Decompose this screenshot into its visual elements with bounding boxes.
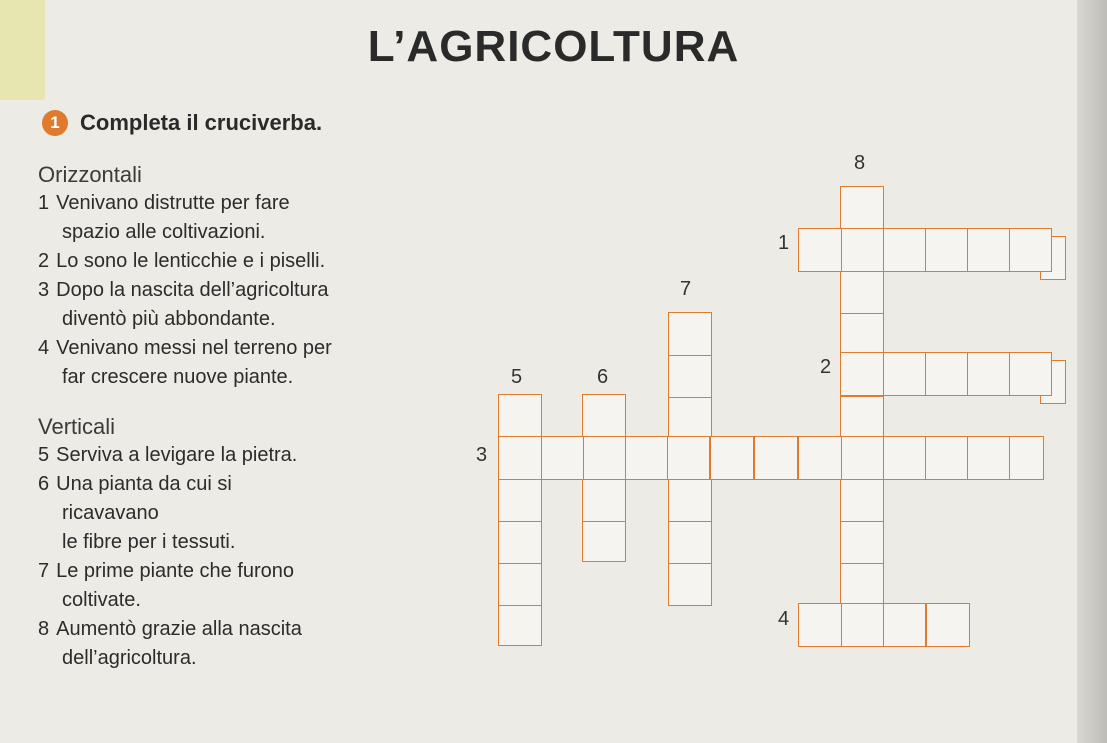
clue-number: 7 <box>38 560 50 582</box>
cell-across-3[interactable] <box>710 436 754 480</box>
grid-number-4: 4 <box>778 608 790 630</box>
exercise-number-badge: 1 <box>42 110 68 136</box>
clues-panel <box>38 160 408 673</box>
cell-down-7[interactable] <box>668 312 712 356</box>
clue-text: Dopo la nascita dell’agricoltura <box>56 279 329 301</box>
clue-text: Lo sono le lenticchie e i piselli. <box>56 250 326 272</box>
cell-across-4[interactable] <box>882 603 926 647</box>
clue-number: 8 <box>38 618 50 640</box>
cell-down-8[interactable] <box>840 562 884 606</box>
cell-down-5[interactable] <box>498 394 542 438</box>
cell-across-4[interactable] <box>926 603 970 647</box>
clue-text-continued: coltivate. <box>62 589 141 611</box>
clue-text-continued: far crescere nuove piante. <box>62 366 294 388</box>
cell-across-1[interactable] <box>882 228 926 272</box>
cell-across-1[interactable] <box>840 228 884 272</box>
cell-down-8[interactable] <box>840 478 884 522</box>
cell-across-2[interactable] <box>1008 352 1052 396</box>
exercise-instruction <box>42 110 322 136</box>
clue-across-2 <box>38 247 408 276</box>
cell-down-8[interactable] <box>840 312 884 356</box>
clue-across-1 <box>38 189 408 218</box>
clue-text: Venivano messi nel terreno per <box>56 337 332 359</box>
cell-across-3[interactable] <box>840 436 884 480</box>
cell-down-6[interactable] <box>582 478 626 522</box>
cell-down-5[interactable] <box>498 602 542 646</box>
cell-down-7[interactable] <box>668 478 712 522</box>
clue-across-3 <box>38 276 408 305</box>
clue-text-continued: le fibre per i tessuti. <box>62 531 236 553</box>
grid-number-2: 2 <box>820 356 832 378</box>
clue-down-7 <box>38 557 408 586</box>
cell-down-6[interactable] <box>582 518 626 562</box>
cell-down-5[interactable] <box>498 562 542 606</box>
cell-across-1[interactable] <box>966 228 1010 272</box>
cell-across-3[interactable] <box>798 436 842 480</box>
clue-text-continued: ricavavano <box>62 502 159 524</box>
cell-across-3[interactable] <box>498 436 542 480</box>
clue-text: Una pianta da cui si <box>56 473 232 495</box>
page-edge-shadow <box>1077 0 1107 743</box>
clue-text: Le prime piante che furono <box>56 560 295 582</box>
cell-across-1[interactable] <box>798 228 842 272</box>
clue-across-4 <box>38 334 408 363</box>
clue-text: Aumentò grazie alla nascita <box>56 618 302 640</box>
clue-number: 1 <box>38 192 50 214</box>
instruction-text: Completa il cruciverba. <box>80 110 323 135</box>
grid-number-5: 5 <box>511 366 523 388</box>
clue-text: Venivano distrutte per fare <box>56 192 290 214</box>
clue-number: 5 <box>38 444 50 466</box>
clue-number: 4 <box>38 337 50 359</box>
cell-across-1[interactable] <box>1008 228 1052 272</box>
cell-down-8[interactable] <box>840 396 884 440</box>
cell-across-3[interactable] <box>924 436 968 480</box>
cell-across-3[interactable] <box>582 436 626 480</box>
cell-down-7[interactable] <box>668 354 712 398</box>
clue-text-continued: diventò più abbondante. <box>62 308 276 330</box>
across-heading: Orizzontali <box>38 162 142 187</box>
cell-across-2[interactable] <box>966 352 1010 396</box>
clue-number: 2 <box>38 250 50 272</box>
clue-number: 6 <box>38 473 50 495</box>
cell-across-3[interactable] <box>754 436 798 480</box>
cell-across-3[interactable] <box>966 436 1010 480</box>
cell-down-6[interactable] <box>582 394 626 438</box>
clue-down-5 <box>38 441 408 470</box>
cell-across-3[interactable] <box>882 436 926 480</box>
clue-number: 3 <box>38 279 50 301</box>
cell-down-7[interactable] <box>668 562 712 606</box>
grid-number-3: 3 <box>476 444 488 466</box>
cell-down-8[interactable] <box>840 270 884 314</box>
clue-down-8 <box>38 615 408 644</box>
cell-across-2[interactable] <box>924 352 968 396</box>
cell-across-1[interactable] <box>924 228 968 272</box>
cell-across-4[interactable] <box>840 603 884 647</box>
grid-number-8: 8 <box>854 152 866 174</box>
clue-text-continued: dell’agricoltura. <box>62 647 197 669</box>
grid-number-1: 1 <box>778 232 790 254</box>
cell-across-3[interactable] <box>540 436 584 480</box>
cell-across-4[interactable] <box>798 603 842 647</box>
clue-text-continued: spazio alle coltivazioni. <box>62 221 266 243</box>
cell-across-3[interactable] <box>624 436 668 480</box>
cell-down-5[interactable] <box>498 478 542 522</box>
grid-number-7: 7 <box>680 278 692 300</box>
cell-down-7[interactable] <box>668 520 712 564</box>
clue-down-6 <box>38 470 408 499</box>
cell-across-2[interactable] <box>882 352 926 396</box>
cell-across-2[interactable] <box>840 352 884 396</box>
down-heading: Verticali <box>38 414 116 439</box>
cell-down-7[interactable] <box>668 396 712 440</box>
cell-down-5[interactable] <box>498 520 542 564</box>
grid-number-6: 6 <box>597 366 609 388</box>
page-title: L’AGRICOLTURA <box>367 22 740 71</box>
clue-text: Serviva a levigare la pietra. <box>56 444 298 466</box>
cell-across-3[interactable] <box>666 436 710 480</box>
cell-down-8[interactable] <box>840 520 884 564</box>
cell-down-8[interactable] <box>840 186 884 230</box>
